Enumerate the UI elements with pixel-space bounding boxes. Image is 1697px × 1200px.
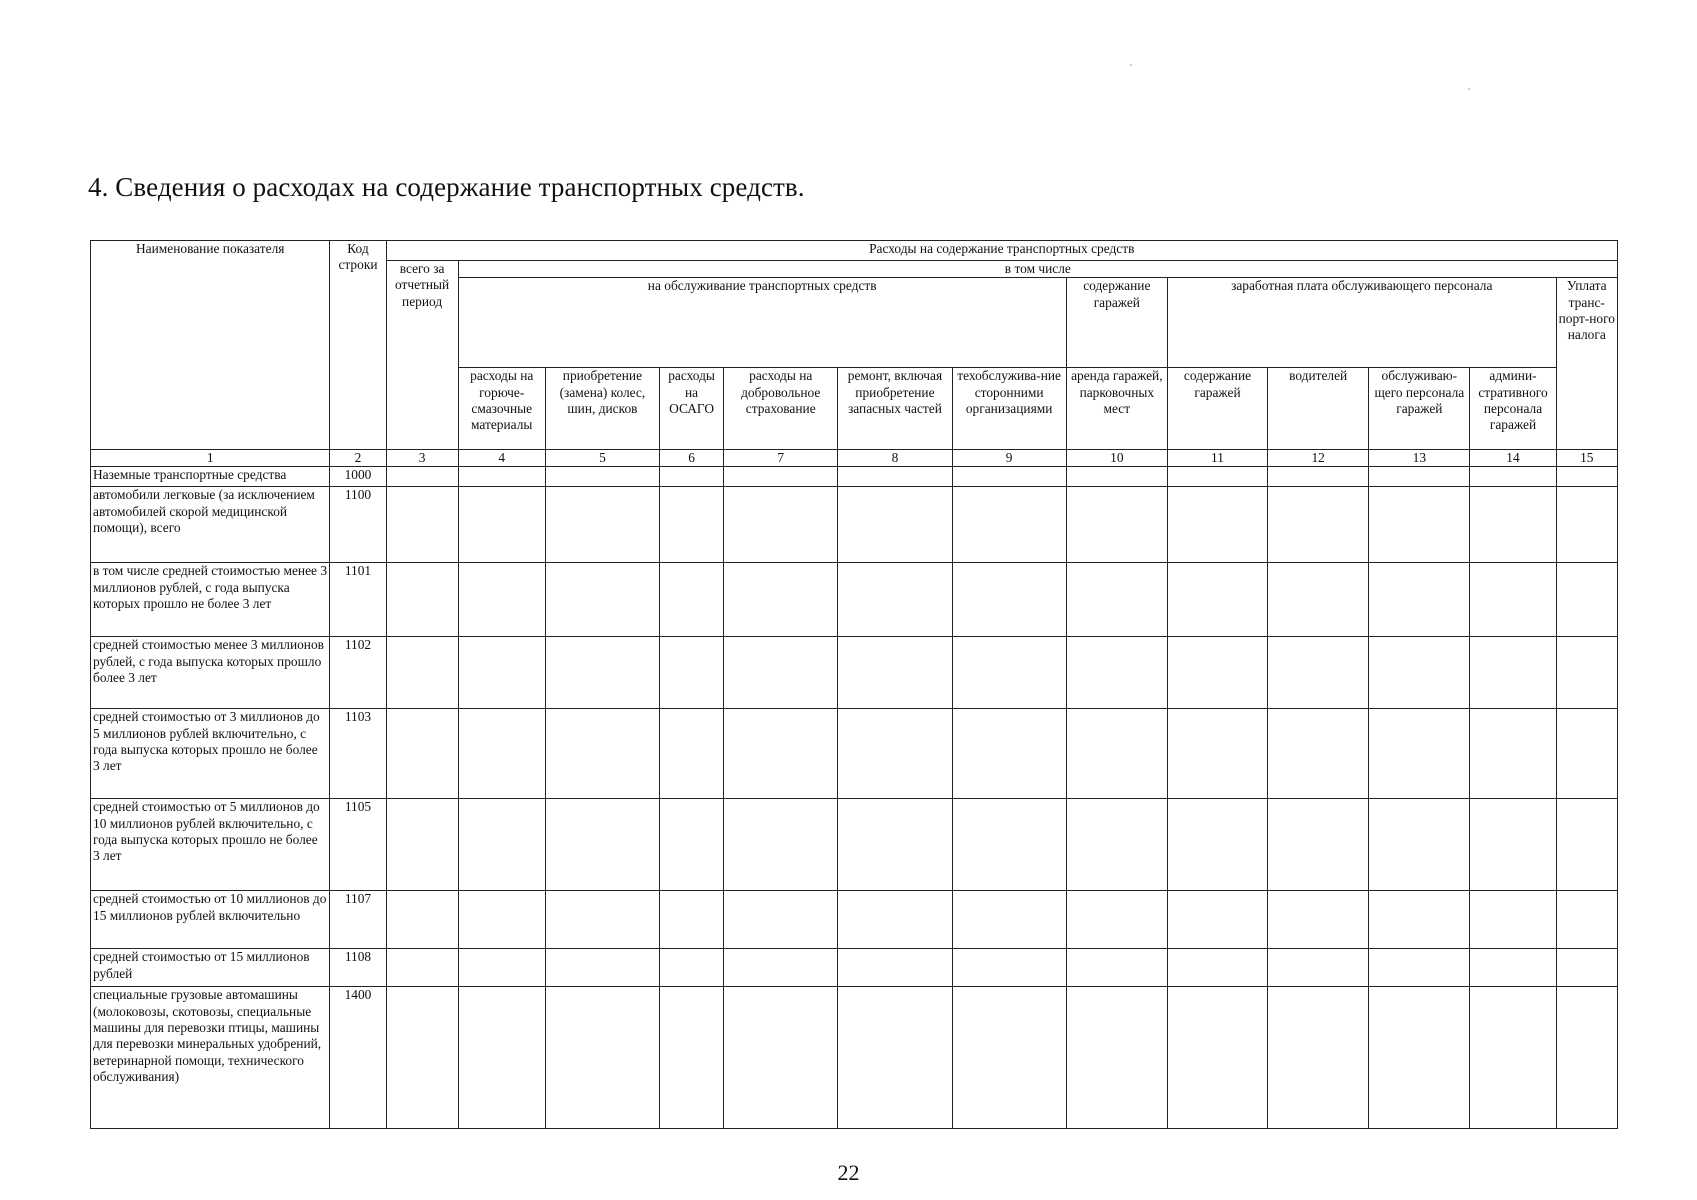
column-number: 3 xyxy=(386,450,458,467)
header-garage-upkeep: содержание гаражей xyxy=(1066,278,1167,368)
row-name: в том числе средней стоимостью менее 3 миллионов рублей, с года выпуска которых прошло не более 3 лет xyxy=(91,563,330,637)
header-sub-maintenance: техобслужива-ние сторонними организациями xyxy=(952,368,1066,450)
scan-speck xyxy=(1130,64,1132,66)
row-code: 1100 xyxy=(330,487,386,563)
column-number: 11 xyxy=(1167,450,1267,467)
header-sub-repair: ремонт, включая приобретение запасных частей xyxy=(838,368,952,450)
column-numbers-row xyxy=(91,450,1618,467)
column-number: 9 xyxy=(952,450,1066,467)
header-salary: заработная плата обслуживающего персонала xyxy=(1167,278,1556,368)
header-indicator: Наименование показателя xyxy=(91,241,330,450)
table-row xyxy=(91,467,1618,487)
table-row xyxy=(91,563,1618,637)
table-row xyxy=(91,709,1618,799)
row-code: 1103 xyxy=(330,709,386,799)
column-number: 4 xyxy=(458,450,545,467)
row-code: 1400 xyxy=(330,987,386,1129)
header-sub-garage-rent: аренда гаражей, парковочных мест xyxy=(1066,368,1167,450)
header-sub-fuel: расходы на горюче-смазочные материалы xyxy=(458,368,545,450)
row-name: средней стоимостью от 15 миллионов рублей xyxy=(91,949,330,987)
row-name: средней стоимостью от 10 миллионов до 15 миллионов рублей включительно xyxy=(91,891,330,949)
row-name: средней стоимостью от 3 миллионов до 5 миллионов рублей включительно, с года выпуска которых прошло не более 3 лет xyxy=(91,709,330,799)
column-number: 13 xyxy=(1369,450,1470,467)
expenses-table xyxy=(90,240,1618,1129)
table-row xyxy=(91,487,1618,563)
row-code: 1101 xyxy=(330,563,386,637)
column-number: 10 xyxy=(1066,450,1167,467)
table-row xyxy=(91,949,1618,987)
row-name: Наземные транспортные средства xyxy=(91,467,330,487)
header-sub-garage-upkeep: содержание гаражей xyxy=(1167,368,1267,450)
header-including: в том числе xyxy=(458,261,1617,278)
column-number: 2 xyxy=(330,450,386,467)
row-name: автомобили легковые (за исключением автомобилей скорой медицинской помощи), всего xyxy=(91,487,330,563)
header-sub-tires: приобретение (замена) колес, шин, дисков xyxy=(545,368,659,450)
header-sub-osago: расходы на ОСАГО xyxy=(660,368,724,450)
row-code: 1102 xyxy=(330,637,386,709)
header-sub-voluntary-insurance: расходы на добровольное страхование xyxy=(724,368,838,450)
row-code: 1108 xyxy=(330,949,386,987)
header-sub-drivers: водителей xyxy=(1268,368,1369,450)
column-number: 7 xyxy=(724,450,838,467)
header-service: на обслуживание транспортных средств xyxy=(458,278,1066,368)
header-sub-garage-staff: обслуживаю-щего персонала гаражей xyxy=(1369,368,1470,450)
row-name: средней стоимостью менее 3 миллионов рублей, с года выпуска которых прошло более 3 лет xyxy=(91,637,330,709)
column-number: 14 xyxy=(1470,450,1556,467)
scan-speck xyxy=(1468,88,1470,90)
table-row xyxy=(91,799,1618,891)
column-number: 1 xyxy=(91,450,330,467)
row-name: специальные грузовые автомашины (молоковозы, скотовозы, специальные машины для перевозки птицы, машины для перевозки минеральных удобрений, ветеринарной помощи, технического обслуживания) xyxy=(91,987,330,1129)
column-number: 5 xyxy=(545,450,659,467)
row-code: 1107 xyxy=(330,891,386,949)
header-tax: Уплата транс-порт-ного налога xyxy=(1556,278,1617,450)
row-code: 1105 xyxy=(330,799,386,891)
table-row xyxy=(91,891,1618,949)
header-sub-admin-staff: админи-стративного персонала гаражей xyxy=(1470,368,1556,450)
section-title: 4. Сведения о расходах на содержание транспортных средств. xyxy=(88,172,805,202)
header-expenses: Расходы на содержание транспортных средств xyxy=(386,241,1617,261)
header-total: всего за отчетный период xyxy=(386,261,458,450)
row-code: 1000 xyxy=(330,467,386,487)
column-number: 6 xyxy=(660,450,724,467)
header-code: Код строки xyxy=(330,241,386,450)
row-name: средней стоимостью от 5 миллионов до 10 миллионов рублей включительно, с года выпуска которых прошло не более 3 лет xyxy=(91,799,330,891)
table-row xyxy=(91,987,1618,1129)
column-number: 15 xyxy=(1556,450,1617,467)
column-number: 8 xyxy=(838,450,952,467)
table-row xyxy=(91,637,1618,709)
page-number: 22 xyxy=(837,1160,860,1185)
column-number: 12 xyxy=(1268,450,1369,467)
